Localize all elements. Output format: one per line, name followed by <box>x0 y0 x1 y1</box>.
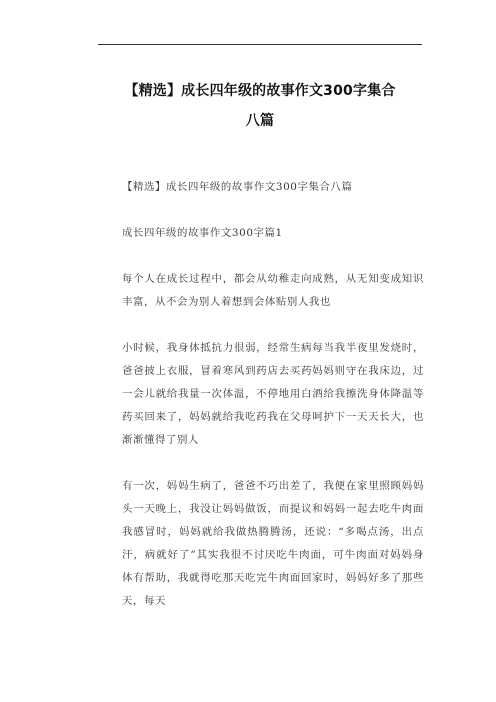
document-body <box>122 176 424 636</box>
paragraph-3: 有一次，妈妈生病了，爸爸不巧出差了，我便在家里照顾妈妈头一天晚上，我没让妈妈做饭，而提议和妈妈一起去吃牛肉面我感冒时，妈妈就给我做热腾腾汤，还说：“多喝点汤，出点汗，病就好了”其实我很不讨厌吃牛肉面，可牛肉面对妈妈身体有帮助，我就得吃那天吃完牛肉面回家时，妈妈好多了那些天，每天 <box>122 480 424 607</box>
paragraph-2: 小时候，我身体抵抗力很弱，经常生病每当我半夜里发烧时，爸爸披上衣服，冒着寒风到药店去买药妈妈则守在我床边，过一会儿就给我量一次体温，不停地用白酒给我擦洗身体降温等药买回来了，妈妈就给我吃药我在父母呵护下一天天长大，也渐渐懂得了别人 <box>122 342 424 446</box>
section-heading: 成长四年级的故事作文300字篇1 <box>122 227 283 239</box>
document-title <box>98 76 422 136</box>
title-line-1: 【精选】成长四年级的故事作文300字集合 <box>124 83 396 99</box>
title-line-2: 八篇 <box>245 113 275 129</box>
paragraph-1: 每个人在成长过程中，都会从幼稚走向成熟，从无知变成知识丰富，从不会为别人着想到会体贴别人我也 <box>122 273 424 308</box>
document-subtitle: 【精选】成长四年级的故事作文300字集合八篇 <box>122 181 353 193</box>
header-rule <box>98 44 422 45</box>
